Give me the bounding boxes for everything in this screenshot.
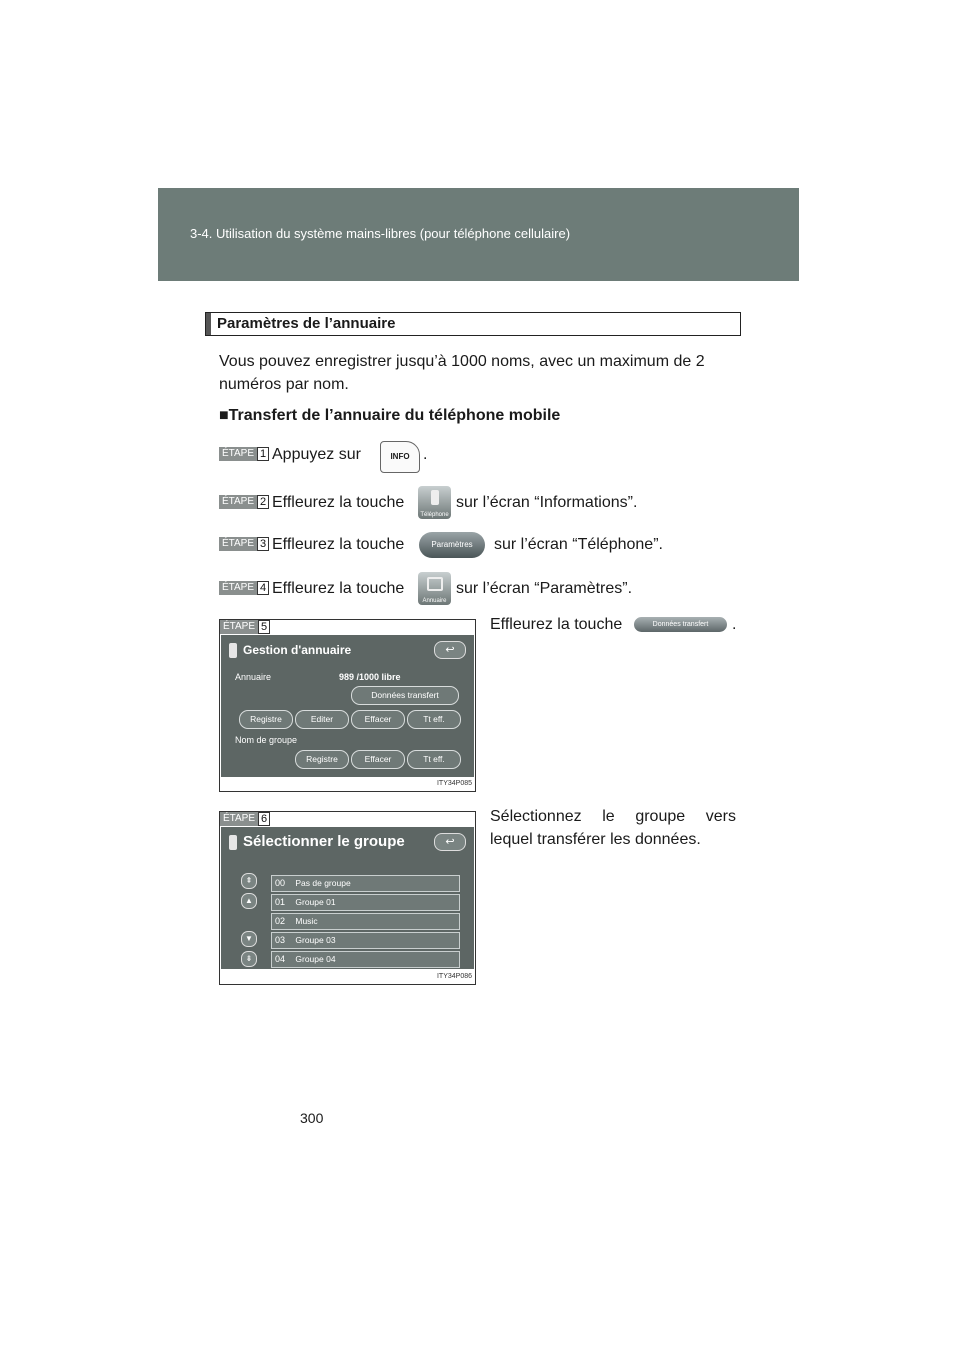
step-6-figure [219, 811, 476, 985]
annuaire-count: 989 /1000 libre [339, 672, 401, 682]
chapter-header [158, 188, 799, 281]
step-4-badge [219, 581, 269, 595]
etape-label: ÉTAPE [219, 447, 257, 461]
etape-label: ÉTAPE [219, 581, 257, 595]
section-title: Paramètres de l’annuaire [217, 315, 396, 332]
back-button[interactable]: ↩ [434, 833, 466, 851]
groupe-tout-effacer-button[interactable]: Tt eff. [407, 750, 461, 769]
annuaire-label: Annuaire [235, 672, 272, 682]
step-1-end: . [423, 446, 428, 463]
scroll-down-button[interactable]: ▼ [241, 931, 257, 947]
section-heading-box [205, 312, 741, 336]
group-name: Groupe 03 [295, 935, 336, 945]
etape-label: ÉTAPE [219, 537, 257, 551]
group-row[interactable] [271, 894, 460, 911]
group-number: 00 [275, 878, 286, 888]
step-1-badge [219, 447, 269, 461]
gestion-annuaire-screen [221, 635, 474, 777]
group-row[interactable] [271, 951, 460, 968]
page-down-button[interactable]: ⇟ [241, 951, 257, 967]
annuaire-button-label: Annuaire [422, 598, 447, 604]
etape-label: ÉTAPE [219, 495, 257, 509]
group-number: 03 [275, 935, 286, 945]
step-4-text: Effleurez la touche [272, 580, 405, 597]
step-5-end: . [732, 616, 737, 633]
telephone-button-icon [418, 486, 451, 519]
tout-effacer-button[interactable]: Tt eff. [407, 710, 461, 729]
step-6-badge [220, 812, 270, 826]
groupe-effacer-button[interactable]: Effacer [351, 750, 405, 769]
annuaire-button-icon [418, 572, 451, 605]
group-name: Groupe 01 [295, 897, 336, 907]
intro-line-2: numéros par nom. [219, 376, 349, 393]
step-5-text: Effleurez la touche [490, 616, 623, 633]
donnees-transfert-button-icon: Données transfert [634, 617, 727, 632]
registre-button[interactable]: Registre [239, 710, 293, 729]
step-number: 4 [257, 581, 269, 595]
step-2-badge [219, 495, 269, 509]
step-6-text-line-2: lequel transférer les données. [490, 831, 701, 848]
screen-title: Gestion d'annuaire [243, 643, 352, 657]
effacer-button[interactable]: Effacer [351, 710, 405, 729]
step-6-text-line-1: Sélectionnez le groupe vers [490, 808, 736, 825]
step-number: 2 [257, 495, 269, 509]
phone-icon [229, 835, 237, 850]
step-number: 1 [257, 447, 269, 461]
step-3-badge [219, 537, 269, 551]
figure-caption: ITY34P086 [436, 973, 472, 980]
donnees-transfert-button[interactable]: Données transfert [351, 686, 459, 705]
chapter-title: 3-4. Utilisation du système mains-libres (pour téléphone cellulaire) [190, 226, 571, 241]
step-5-figure [219, 619, 476, 792]
phone-icon [229, 643, 237, 658]
step-2-text: Effleurez la touche [272, 494, 405, 511]
group-row[interactable] [271, 932, 460, 949]
group-row[interactable] [271, 875, 460, 892]
group-number: 01 [275, 897, 286, 907]
info-button-icon: INFO [380, 441, 420, 473]
telephone-button-label: Téléphone [420, 512, 449, 518]
nom-de-groupe-label: Nom de groupe [235, 735, 298, 745]
step-number: 3 [257, 537, 269, 551]
page-number: 300 [300, 1110, 324, 1126]
selectionner-groupe-screen [221, 827, 474, 969]
step-number: 6 [258, 812, 270, 826]
step-5-badge [220, 620, 270, 634]
screen-title: Sélectionner le groupe [243, 833, 405, 850]
etape-label: ÉTAPE [220, 812, 258, 826]
editer-button[interactable]: Editer [295, 710, 349, 729]
subheading: ■Transfert de l’annuaire du téléphone mobile [219, 407, 561, 424]
step-4-end: sur l’écran “Paramètres”. [456, 580, 633, 597]
page-up-button[interactable]: ⇞ [241, 873, 257, 889]
step-1-text: Appuyez sur [272, 446, 361, 463]
group-row[interactable] [271, 913, 460, 930]
etape-label: ÉTAPE [220, 620, 258, 634]
step-3-end: sur l’écran “Téléphone”. [494, 536, 663, 553]
group-number: 02 [275, 916, 286, 926]
intro-line-1: Vous pouvez enregistrer jusqu’à 1000 noms, avec un maximum de 2 [219, 353, 705, 370]
phone-icon [418, 486, 451, 510]
parametres-button-icon: Paramètres [419, 532, 485, 558]
step-3-text: Effleurez la touche [272, 536, 405, 553]
step-number: 5 [258, 620, 270, 634]
group-name: Pas de groupe [295, 878, 351, 888]
section-bar [206, 313, 211, 335]
group-name: Music [295, 916, 318, 926]
scroll-up-button[interactable]: ▲ [241, 893, 257, 909]
step-2-end: sur l’écran “Informations”. [456, 494, 638, 511]
book-icon [418, 572, 451, 596]
groupe-registre-button[interactable]: Registre [295, 750, 349, 769]
back-button[interactable]: ↩ [434, 641, 466, 659]
figure-caption: ITY34P085 [436, 780, 472, 787]
group-number: 04 [275, 954, 286, 964]
group-name: Groupe 04 [295, 954, 336, 964]
